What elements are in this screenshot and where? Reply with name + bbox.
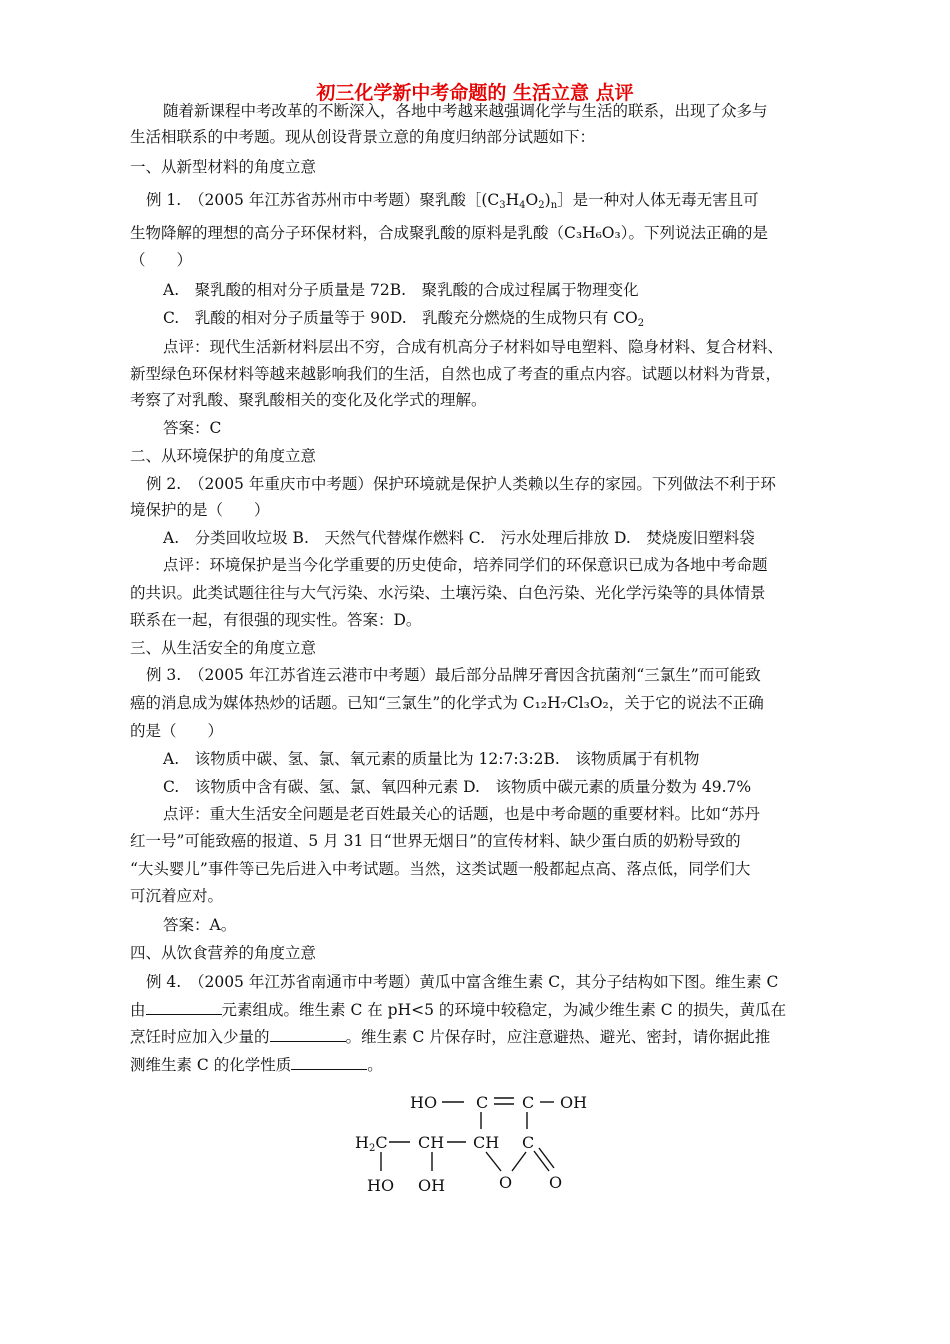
section-4-heading: 四、从饮食营养的角度立意 [130, 944, 317, 962]
label-oh-top: OH [560, 1093, 588, 1112]
s3-options-ab: A. 该物质中碳、氢、氯、氧元素的质量比为 12:7:3:2B. 该物质属于有机物 [163, 750, 700, 768]
label-h2c: H2C [355, 1133, 388, 1154]
s3-comment-line-3: “大头婴儿”事件等已先后进入中考试题。当然，这类试题一般都起点高、落点低，同学们大 [130, 860, 751, 878]
s1-question-line-1: 例 1. （2005 年江苏省苏州市中考题）聚乳酸$[(C_3H_4O_2)_n]$是一种对人体无毒无害且可 [146, 191, 759, 211]
s2-question-line-2: 境保护的是（ ） [130, 501, 270, 519]
s1-options-cd: C. 乳酸的相对分子质量等于 90D. 乳酸充分燃烧的生成物只有 $CO_2$ [163, 309, 645, 329]
s3-comment-line-2: 红一号”可能致癌的报道、5 月 31 日“世界无烟日”的宣传材料、缺少蛋白质的奶粉导致的 [130, 832, 741, 850]
s1-question-line-3: （ ） [130, 251, 193, 269]
label-ho-top: HO [410, 1093, 438, 1112]
label-ho-bottom: HO [367, 1176, 395, 1195]
section-2-heading: 二、从环境保护的角度立意 [130, 447, 317, 465]
answer-blank-2[interactable] [270, 1027, 346, 1042]
s3-options-cd: C. 该物质中含有碳、氢、氯、氧四种元素 D. 该物质中碳元素的质量分数为 49.7% [163, 778, 752, 796]
s4-question-line-1: 例 4. （2005 年江苏省南通市中考题）黄瓜中富含维生素 C，其分子结构如下图。维生素 C [146, 973, 779, 991]
s4-question-line-2: 由 元素组成。维生素 C 在 pH<5 的环境中较稳定，为减少维生素 C 的损失，黄瓜在 [130, 1001, 787, 1019]
s2-comment-line-2: 的共识。此类试题往往与大气污染、水污染、土壤污染、白色污染、光化学污染等的具体情景 [130, 584, 766, 602]
section-3-heading: 三、从生活安全的角度立意 [130, 639, 317, 657]
s1-question-line-2: 生物降解的理想的高分子环保材料，合成聚乳酸的原料是乳酸（C₃H₆O₃）。下列说法正确的是 [130, 224, 768, 242]
answer-blank-1[interactable] [146, 1000, 222, 1015]
vitamin-c-structure-diagram [340, 1085, 610, 1200]
s3-question-line-1: 例 3. （2005 年江苏省连云港市中考题）最后部分品牌牙膏因含抗菌剂“三氯生”而可能致 [146, 666, 761, 684]
s2-comment-line-1: 点评：环境保护是当今化学重要的历史使命，培养同学们的环保意识已成为各地中考命题 [163, 556, 768, 574]
s2-options: A. 分类回收垃圾 B. 天然气代替煤作燃料 C. 污水处理后排放 D. 焚烧废旧塑料袋 [163, 529, 755, 547]
s2-question-line-1: 例 2. （2005 年重庆市中考题）保护环境就是保护人类赖以生存的家园。下列做法不利于环 [146, 475, 776, 493]
label-c3: C [522, 1133, 535, 1152]
s4-question-line-3: 烹饪时应加入少量的 。维生素 C 片保存时，应注意避热、避光、密封，请你据此推 [130, 1028, 771, 1046]
s1-comment-line-1: 点评：现代生活新材料层出不穷，合成有机高分子材料如导电塑料、隐身材料、复合材料、 [163, 338, 784, 356]
answer-blank-3[interactable] [291, 1055, 367, 1070]
intro-line-1: 随着新课程中考改革的不断深入，各地中考越来越强调化学与生活的联系，出现了众多与 [163, 102, 768, 120]
label-ch-1: CH [418, 1133, 445, 1152]
s1-answer: 答案：C [163, 419, 222, 437]
s3-answer: 答案：A。 [163, 916, 237, 934]
label-carbonyl-o: O [549, 1173, 563, 1192]
s1-comment-line-3: 考察了对乳酸、聚乳酸相关的变化及化学式的理解。 [130, 391, 487, 409]
s2-comment-line-3: 联系在一起，有很强的现实性。答案：D。 [130, 611, 422, 629]
s3-comment-line-4: 可沉着应对。 [130, 887, 224, 905]
s1-comment-line-2: 新型绿色环保材料等越来越影响我们的生活，自然也成了考查的重点内容。试题以材料为背景， [130, 365, 782, 383]
page-title: 初三化学新中考命题的 生活立意 点评 [316, 82, 634, 104]
intro-line-2: 生活相联系的中考题。现从创设背景立意的角度归纳部分试题如下： [130, 128, 596, 146]
s4-question-line-4: 测维生素 C 的化学性质 。 [130, 1056, 383, 1074]
section-1-heading: 一、从新型材料的角度立意 [130, 158, 317, 176]
s3-comment-line-1: 点评：重大生活安全问题是老百姓最关心的话题，也是中考命题的重要材料。比如“苏丹 [163, 805, 760, 823]
label-oh-bottom: OH [418, 1176, 446, 1195]
label-c1: C [476, 1093, 489, 1112]
s1-options-ab: A. 聚乳酸的相对分子质量是 72B. 聚乳酸的合成过程属于物理变化 [163, 281, 639, 299]
label-ring-o: O [499, 1173, 513, 1192]
s3-question-line-2: 癌的消息成为媒体热炒的话题。已知“三氯生”的化学式为 C₁₂H₇Cl₃O₂，关于它的说法不正确 [130, 694, 764, 712]
label-ch-2: CH [473, 1133, 500, 1152]
s3-question-line-3: 的是（ ） [130, 722, 224, 740]
label-c2: C [522, 1093, 535, 1112]
